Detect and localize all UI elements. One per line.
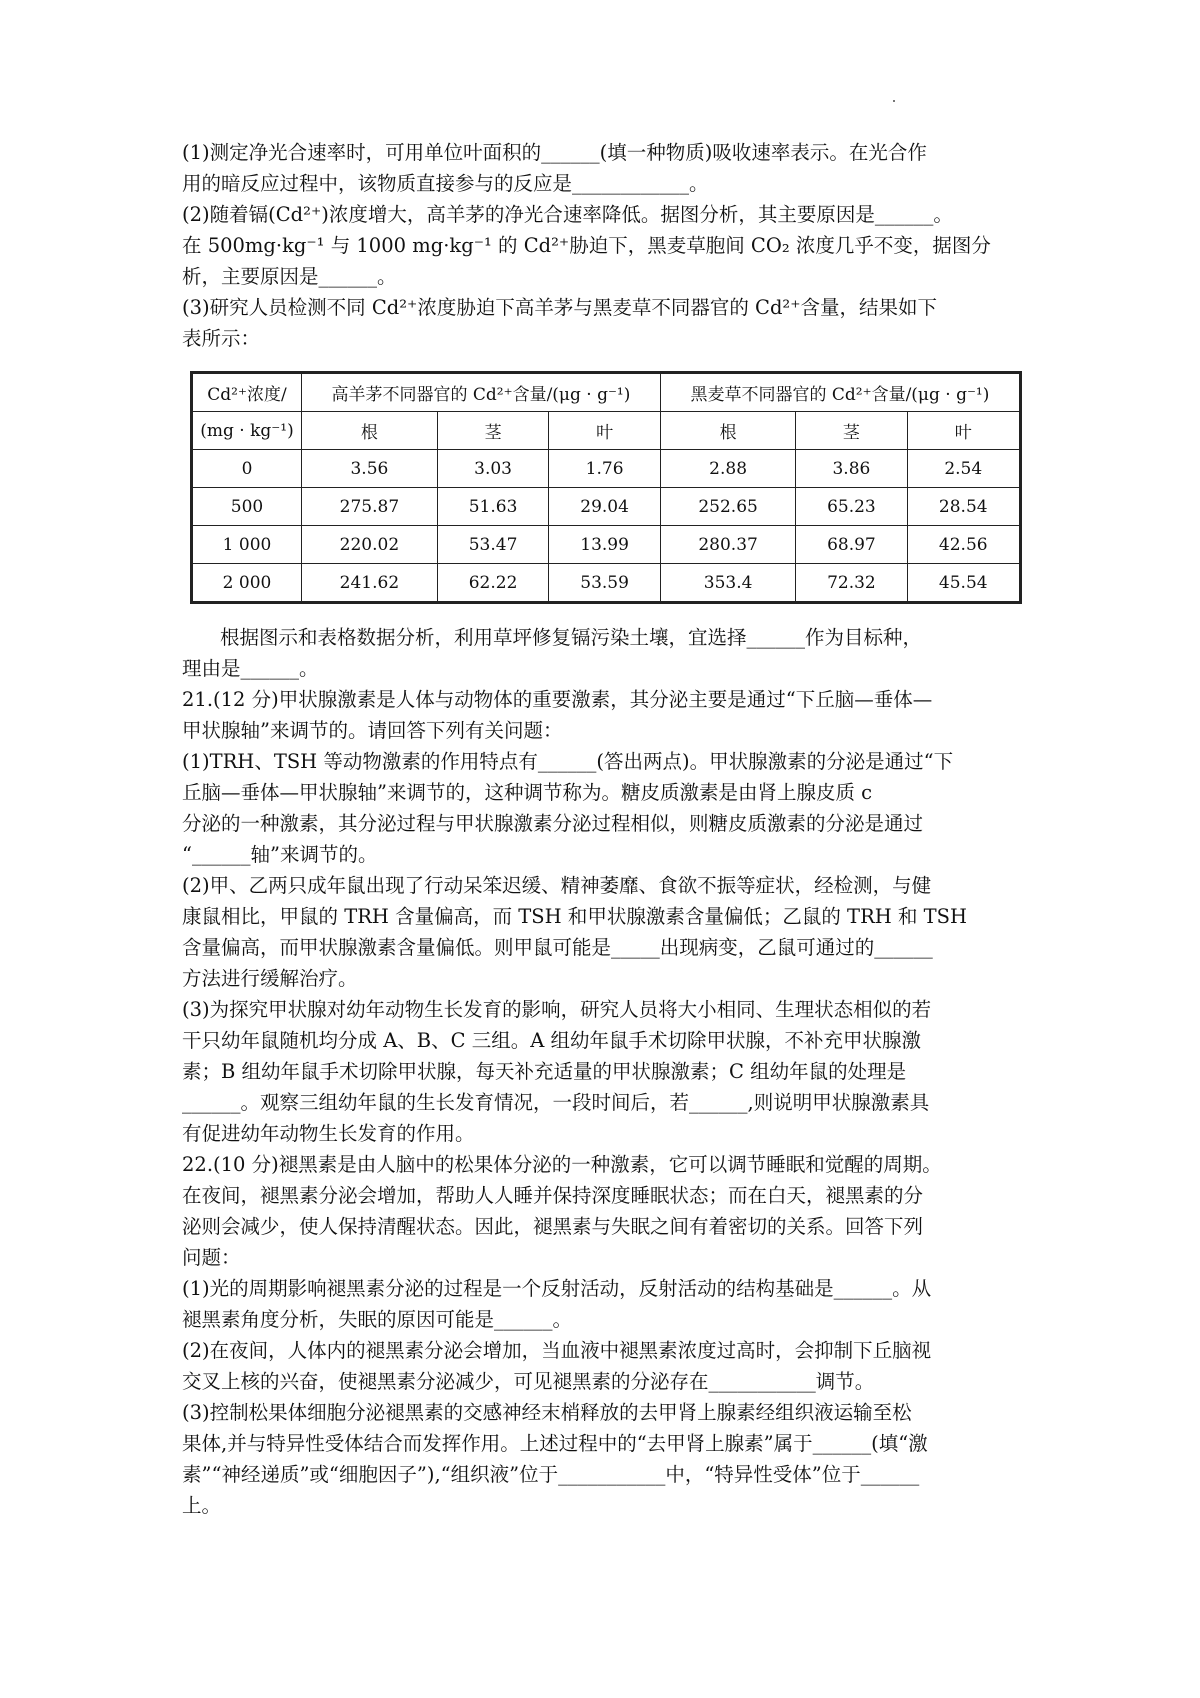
table-cell: 42.56 (907, 526, 1021, 564)
q22-line: 交叉上核的兴奋，使褪黑素分泌减少，可见褪黑素的分泌存在___________调节。 (182, 1370, 875, 1393)
q20-p3-line1: (3)研究人员检测不同 Cd²⁺浓度胁迫下高羊茅与黑麦草不同器官的 Cd²⁺含量，结果如下 (182, 296, 938, 319)
organ-header: 叶 (907, 412, 1021, 450)
organ-header: 茎 (796, 412, 907, 450)
table-cell: 65.23 (796, 488, 907, 526)
q21-line: 素；B 组幼年鼠手术切除甲状腺，每天补充适量的甲状腺激素；C 组幼年鼠的处理是 (182, 1060, 907, 1083)
table-cell: 53.59 (549, 564, 661, 603)
organ-header: 茎 (437, 412, 549, 450)
table-cell: 68.97 (796, 526, 907, 564)
q20-after-table (182, 622, 1022, 684)
q21-line: ______。观察三组幼年鼠的生长发育情况，一段时间后，若______,则说明甲状腺激素具 (182, 1091, 930, 1114)
q21-line: 方法进行缓解治疗。 (182, 967, 358, 990)
table-row (192, 450, 1021, 488)
table-cell: 3.56 (302, 450, 438, 488)
q20-p3-line2: 表所示： (182, 327, 261, 350)
organ-header: 根 (302, 412, 438, 450)
q22-line: (3)控制松果体细胞分泌褪黑素的交感神经末梢释放的去甲肾上腺素经组织液运输至松 (182, 1401, 912, 1424)
q21-line: 甲状腺轴”来调节的。请回答下列有关问题： (182, 719, 563, 742)
table-row (192, 526, 1021, 564)
q21-line: (2)甲、乙两只成年鼠出现了行动呆笨迟缓、精神萎靡、食欲不振等症状，经检测，与健 (182, 874, 932, 897)
table-organ-row (192, 412, 1021, 450)
q21-line: (1)TRH、TSH 等动物激素的作用特点有______(答出两点)。甲状腺激素的分泌是通过“下 (182, 750, 954, 773)
table-cell: 500 (192, 488, 302, 526)
q20-after-line2: 理由是______。 (182, 657, 319, 680)
table-cell: 3.86 (796, 450, 907, 488)
q22-line: 素”“神经递质”或“细胞因子”),“组织液”位于___________中，“特异性受体”位于______ (182, 1463, 920, 1486)
table-cell: 53.47 (437, 526, 549, 564)
q21-line: 丘脑—垂体—甲状腺轴”来调节的，这种调节称为。糖皮质激素是由肾上腺皮质 c (182, 781, 873, 804)
table-cell: 29.04 (549, 488, 661, 526)
scan-speck (893, 100, 895, 102)
q22-line: 褪黑素角度分析，失眠的原因可能是______。 (182, 1308, 573, 1331)
q21-line: 康鼠相比，甲鼠的 TRH 含量偏高，而 TSH 和甲状腺激素含量偏低；乙鼠的 TRH 和 TSH (182, 905, 968, 928)
table-cell: 220.02 (302, 526, 438, 564)
table-cell: 252.65 (660, 488, 795, 526)
q21-line: “______轴”来调节的。 (182, 843, 378, 866)
table-cell: 0 (192, 450, 302, 488)
table-cell: 3.03 (437, 450, 549, 488)
q20-p1-line2: 用的暗反应过程中，该物质直接参与的反应是____________。 (182, 172, 709, 195)
q22-line: 泌则会减少，使人保持清醒状态。因此，褪黑素与失眠之间有着密切的关系。回答下列 (182, 1215, 924, 1238)
q22-line: 果体,并与特异性受体结合而发挥作用。上述过程中的“去甲肾上腺素”属于______(填“激 (182, 1432, 928, 1455)
q21 (182, 684, 1022, 1149)
q21-line: 分泌的一种激素，其分泌过程与甲状腺激素分泌过程相似，则糖皮质激素的分泌是通过 (182, 812, 924, 835)
header-conc-line2: (mg · kg⁻¹) (192, 412, 302, 450)
header-group-heimaicao: 黑麦草不同器官的 Cd²⁺含量/(μg · g⁻¹) (660, 373, 1020, 412)
q22 (182, 1149, 1022, 1521)
table-cell: 2.54 (907, 450, 1021, 488)
q20-after-line1: 根据图示和表格数据分析，利用草坪修复镉污染土壤，宜选择______作为目标种， (220, 626, 923, 649)
cd-content-table (190, 371, 1022, 604)
q20-part2 (182, 199, 1022, 292)
table-row (192, 488, 1021, 526)
table-cell: 241.62 (302, 564, 438, 603)
q22-line: 上。 (182, 1494, 222, 1517)
q22-line: (2)在夜间，人体内的褪黑素分泌会增加，当血液中褪黑素浓度过高时，会抑制下丘脑视 (182, 1339, 932, 1362)
q21-line: 有促进幼年动物生长发育的作用。 (182, 1122, 475, 1145)
table-cell: 280.37 (660, 526, 795, 564)
table-cell: 1 000 (192, 526, 302, 564)
q22-line: 在夜间，褪黑素分泌会增加，帮助人人睡并保持深度睡眠状态；而在白天，褪黑素的分 (182, 1184, 924, 1207)
table-cell: 45.54 (907, 564, 1021, 603)
table-cell: 1.76 (549, 450, 661, 488)
table-cell: 13.99 (549, 526, 661, 564)
table-row (192, 564, 1021, 603)
header-group-gaoyangmao: 高羊茅不同器官的 Cd²⁺含量/(μg · g⁻¹) (302, 373, 661, 412)
q20-part3 (182, 292, 1022, 354)
organ-header: 根 (660, 412, 795, 450)
table-cell: 51.63 (437, 488, 549, 526)
table-cell: 275.87 (302, 488, 438, 526)
q21-line: 干只幼年鼠随机均分成 A、B、C 三组。A 组幼年鼠手术切除甲状腺，不补充甲状腺激 (182, 1029, 922, 1052)
q20-p1-line1: (1)测定净光合速率时，可用单位叶面积的______(填一种物质)吸收速率表示。在光合作 (182, 141, 927, 164)
q20-p2-line1: (2)随着镉(Cd²⁺)浓度增大，高羊茅的净光合速率降低。据图分析，其主要原因是______。 (182, 203, 953, 226)
table-cell: 353.4 (660, 564, 795, 603)
q21-line: 含量偏高，而甲状腺激素含量偏低。则甲鼠可能是_____出现病变，乙鼠可通过的______ (182, 936, 933, 959)
q21-line: 21.(12 分)甲状腺激素是人体与动物体的重要激素，其分泌主要是通过“下丘脑—垂体— (182, 688, 933, 711)
q20-p2-line3: 析，主要原因是______。 (182, 265, 397, 288)
table-cell: 2.88 (660, 450, 795, 488)
header-conc-line1: Cd²⁺浓度/ (192, 373, 302, 412)
q22-line: (1)光的周期影响褪黑素分泌的过程是一个反射活动，反射活动的结构基础是______。从 (182, 1277, 932, 1300)
q20-part1 (182, 137, 1022, 199)
q22-line: 问题： (182, 1246, 241, 1269)
table-header-row (192, 373, 1021, 412)
q22-line: 22.(10 分)褪黑素是由人脑中的松果体分泌的一种激素，它可以调节睡眠和觉醒的周期。 (182, 1153, 942, 1176)
table-cell: 62.22 (437, 564, 549, 603)
table-cell: 72.32 (796, 564, 907, 603)
table-cell: 28.54 (907, 488, 1021, 526)
q21-line: (3)为探究甲状腺对幼年动物生长发育的影响，研究人员将大小相同、生理状态相似的若 (182, 998, 932, 1021)
table-cell: 2 000 (192, 564, 302, 603)
q20-p2-line2: 在 500mg·kg⁻¹ 与 1000 mg·kg⁻¹ 的 Cd²⁺胁迫下，黑麦草胞间 CO₂ 浓度几乎不变，据图分 (182, 234, 991, 257)
organ-header: 叶 (549, 412, 661, 450)
